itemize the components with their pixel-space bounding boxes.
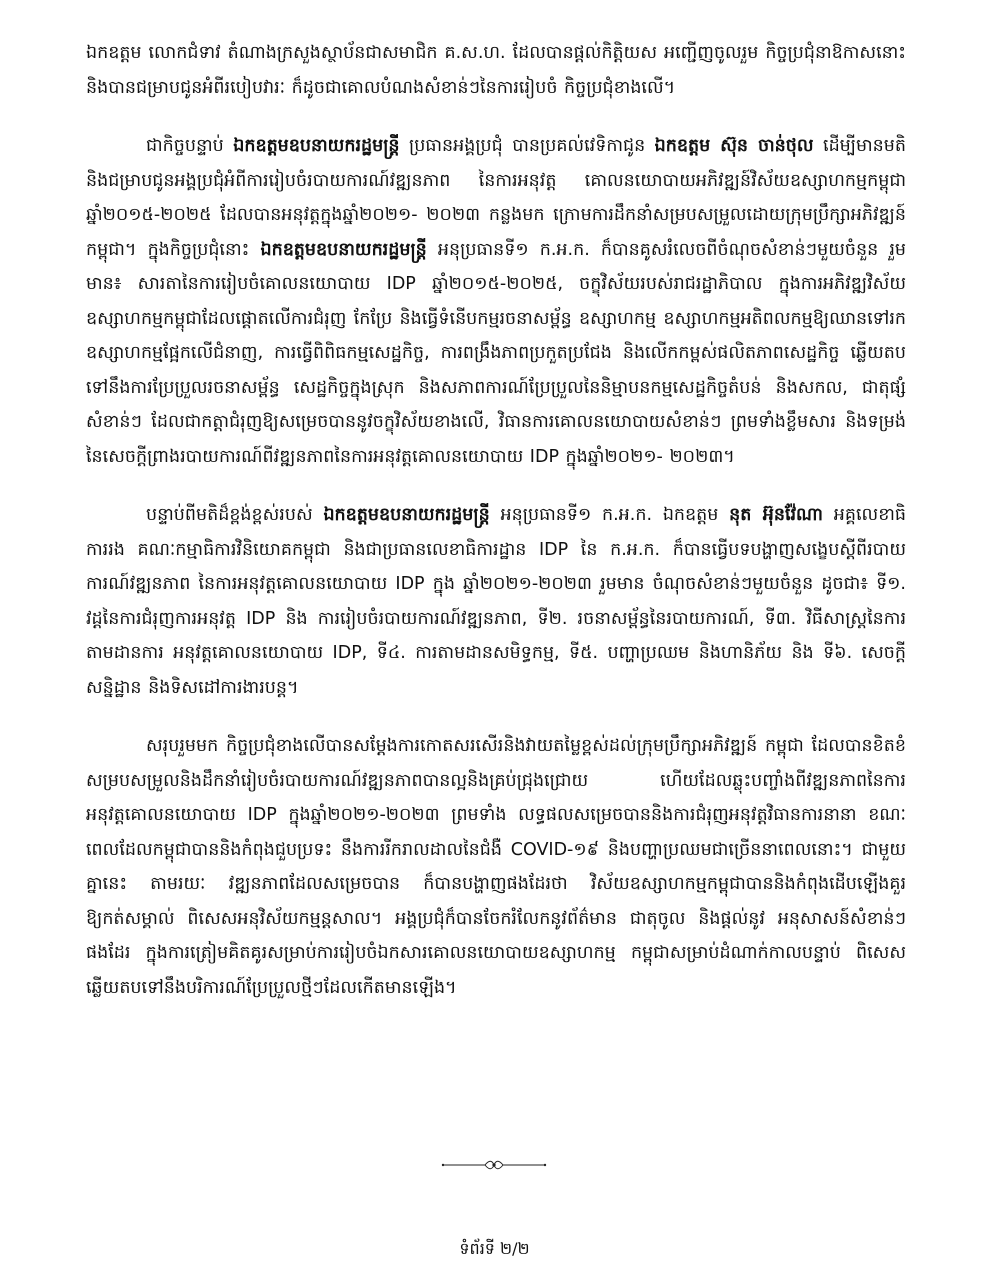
paragraph-presentation [86, 498, 906, 705]
paragraph-text: បន្ទាប់ពីមតិដ៏ខ្ពង់ខ្ពស់របស់ [146, 505, 324, 525]
bold-name: នុត អ៊ុនវ៉ែណា [729, 505, 823, 525]
paragraph-intro [86, 36, 906, 105]
paragraph-text: អនុប្រធានទី១ ក.អ.ក. ក៏បានគូសរំលេចពីចំណុចសំខាន់ៗមួយចំនួន រួមមាន៖ សារតានៃការរៀបចំគោលនយោបាយ IDP ឆ្នាំ២០១៥-២០២៥, ចក្ខុវិស័យរបស់រាជរដ្ឋាភិបាល ក្នុងការអភិវឌ្ឍវិស័យឧស្សាហកម្មកម្ពុជាដែលផ្តោតលើការជំរុញ កែប្រែ និងធ្វើទំនើបកម្មរចនាសម្ព័ន្ធ ឧស្សាហកម្ម ឧស្សាហកម្មអតិពលកម្មឱ្យឈានទៅរកឧស្សាហកម្មផ្អែកលើជំនាញ, ការធ្វើពិពិធកម្មសេដ្ឋកិច្ច, ការពង្រឹងភាពប្រកួតប្រជែង និងលើកកម្ពស់ផលិតភាពសេដ្ឋកិច្ច ឆ្លើយតបទៅនឹងការប្រែប្រួលរចនាសម្ព័ន្ធ សេដ្ឋកិច្ចក្នុងស្រុក និងសភាពការណ៍ប្រែប្រួលនៃនិម្មាបនកម្មសេដ្ឋកិច្ចតំបន់ និងសកល, ជាតុផ្សំសំខាន់ៗ ដែលជាកត្តាជំរុញឱ្យសម្រេចបាននូវចក្ខុវិស័យខាងលើ, វិធានការគោលនយោបាយសំខាន់ៗ ព្រមទាំងខ្លឹមសារ និងទម្រង់នៃសេចក្តីព្រាងរបាយការណ៍ពីវឌ្ឍនភាពនៃការអនុវត្តគោលនយោបាយ IDP ក្នុងឆ្នាំ២០២១- ២០២៣។ [86, 239, 906, 467]
paragraph-deputy-pm-remarks [86, 129, 906, 474]
paragraph-text: ប្រធានអង្គប្រជុំ បានប្រគល់វេទិកាជូន [399, 136, 655, 156]
document-body [86, 36, 906, 1029]
bold-name: ឯកឧត្តម ស៊ុន ចាន់ថុល [654, 136, 814, 156]
paragraph-text: ជាកិច្ចបន្ទាប់ [146, 136, 234, 156]
paragraph-text: ដើម្បីមានមតិ និងជម្រាបជូនអង្គប្រជុំអំពីការរៀបចំរបាយការណ៍វឌ្ឍនភាព នៃការអនុវត្ត គោលនយោបាយអភិវឌ្ឍន៍វិស័យឧស្សាហកម្មកម្ពុជា ឆ្នាំ២០១៥-២០២៥ ដែលបានអនុវត្តក្នុងឆ្នាំ២០២១- ២០២៣ កន្លងមក ក្រោមការដឹកនាំសម្របសម្រួលដោយក្រុមប្រឹក្សាអភិវឌ្ឍន៍កម្ពុជា។ ក្នុងកិច្ចប្រជុំនោះ [86, 136, 906, 260]
paragraph-text: ឯកឧត្តម លោកជំទាវ តំណាងក្រសួងស្ថាប័នជាសមាជិក គ.ស.ហ. ដែលបានផ្តល់កិត្តិយស អញ្ជើញចូលរួម កិច្ចប្រជុំនាឱកាសនោះ និងបានជម្រាបជូនអំពីរបៀបវារៈ ក៏ដូចជាគោលបំណងសំខាន់ៗនៃការរៀបចំ កិច្ចប្រជុំខាងលើ។ [86, 43, 906, 98]
paragraph-conclusion [86, 729, 906, 1005]
paragraph-text: សរុបរួមមក កិច្ចប្រជុំខាងលើបានសម្តែងការកោតសរសើរនិងវាយតម្លៃខ្ពស់ដល់ក្រុមប្រឹក្សាអភិវឌ្ឍន៍ កម្ពុជា ដែលបានខិតខំសម្របសម្រួលនិងដឹកនាំរៀបចំរបាយការណ៍វឌ្ឍនភាពបានល្អនិងគ្រប់ជ្រុងជ្រោយ ហើយដែលឆ្លុះបញ្ចាំងពីវឌ្ឍនភាពនៃការអនុវត្តគោលនយោបាយ IDP ក្នុងឆ្នាំ២០២១-២០២៣ ព្រមទាំង លទ្ធផលសម្រេចបាននិងការជំរុញអនុវត្តវិធានការនានា ខណៈពេលដែលកម្ពុជាបាននិងកំពុងជួបប្រទះ នឹងការរីករាលដាលនៃជំងឺ COVID-១៩ និងបញ្ហាប្រឈមជាច្រើននាពេលនោះ។ ជាមួយគ្នានេះ តាមរយៈ វឌ្ឍនភាពដែលសម្រេចបាន ក៏បានបង្ហាញផងដែរថា វិស័យឧស្សាហកម្មកម្ពុជាបាននិងកំពុងដើបឡើងគួរ ឱ្យកត់សម្គាល់ ពិសេសអនុវិស័យកម្មន្តសាល។ អង្គប្រជុំក៏បានចែករំលែកនូវព័ត៌មាន ជាតុចូល និងផ្តល់នូវ អនុសាសន៍សំខាន់ៗផងដែរ ក្នុងការត្រៀមគិតគូរសម្រាប់ការរៀបចំឯកសារគោលនយោបាយឧស្សាហកម្ម កម្ពុជាសម្រាប់ដំណាក់កាលបន្ទាប់ ពិសេសឆ្លើយតបទៅនឹងបរិការណ៍ប្រែប្រួលថ្មីៗដែលកើតមានឡើង។ [86, 736, 906, 998]
paragraph-text: អនុប្រធានទី១ ក.អ.ក. ឯកឧត្តម [489, 505, 730, 525]
bold-title: ឯកឧត្តមឧបនាយករដ្ឋមន្ត្រី [233, 136, 400, 156]
page-number: ទំព័រទី ២/២ [459, 1239, 530, 1258]
bold-title: ឯកឧត្តមឧបនាយករដ្ឋមន្ត្រី [260, 239, 427, 260]
bold-title: ឯកឧត្តមឧបនាយករដ្ឋមន្ត្រី [323, 505, 490, 525]
ornament-divider-icon [441, 1157, 547, 1173]
paragraph-text: អគ្គលេខាធិការរង គណៈកម្មាធិការវិនិយោគកម្ពុជា និងជាប្រធានលេខាធិការដ្ឋាន IDP នៃ ក.អ.ក. ក៏បានធ្វើបទបង្ហាញសង្ខេបស្តីពីរបាយការណ៍វឌ្ឍនភាព នៃការអនុវត្តគោលនយោបាយ IDP ក្នុង ឆ្នាំ២០២១-២០២៣ រួមមាន ចំណុចសំខាន់ៗមួយចំនួន ដូចជា៖ ទី១. វដ្តនៃការជំរុញការអនុវត្ត IDP និង ការរៀបចំរបាយការណ៍វឌ្ឍនភាព, ទី២. រចនាសម្ព័ន្ធនៃរបាយការណ៍, ទី៣. វិធីសាស្ត្រនៃការតាមដានការ អនុវត្តគោលនយោបាយ IDP, ទី៤. ការតាមដានសមិទ្ធកម្ម, ទី៥. បញ្ហាប្រឈម និងហានិភ័យ និង ទី៦. សេចក្តីសន្និដ្ឋាន និងទិសដៅការងារបន្ត។ [86, 505, 906, 698]
